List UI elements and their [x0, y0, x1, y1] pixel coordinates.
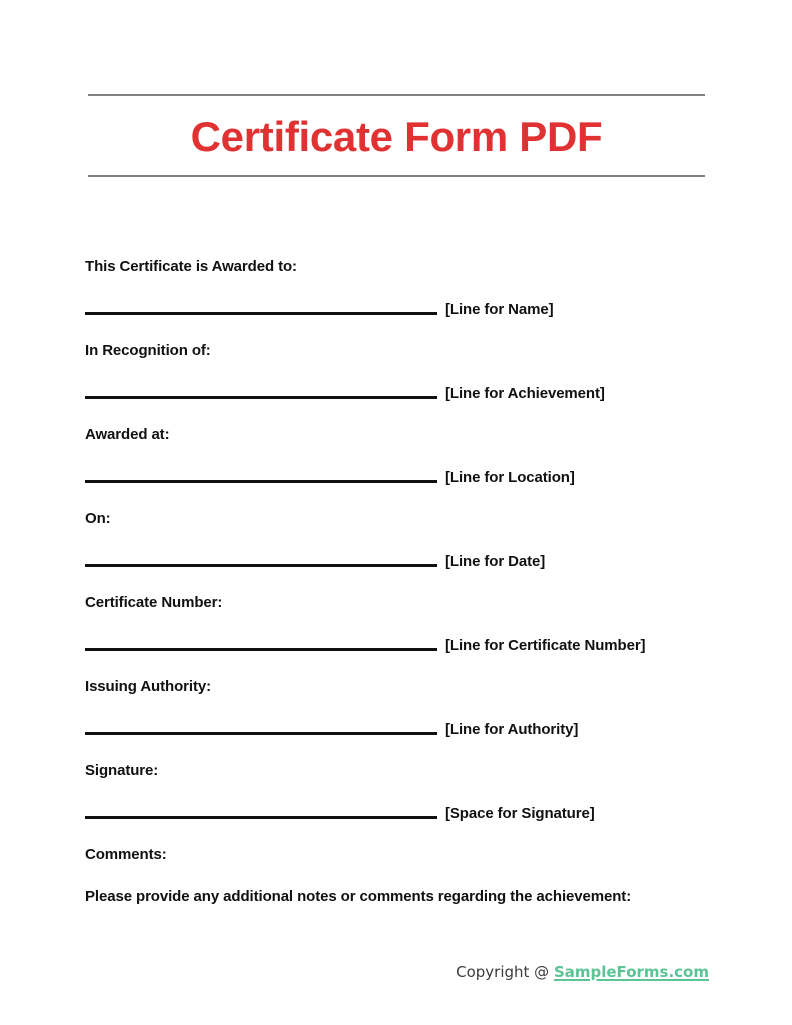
form-blank-row — [85, 540, 725, 582]
form-blank-row — [85, 624, 725, 666]
form-field-label: In Recognition of: — [85, 342, 211, 359]
footer — [456, 963, 709, 981]
form-field-label: Issuing Authority: — [85, 678, 211, 695]
blank-fill-line[interactable] — [85, 396, 437, 399]
certificate-form-body — [85, 246, 725, 918]
blank-hint-label: [Line for Date] — [445, 552, 546, 570]
form-field-label: This Certificate is Awarded to: — [85, 258, 297, 275]
comments-instruction: Please provide any additional notes or comments regarding the achievement: — [85, 888, 632, 905]
blank-fill-line[interactable] — [85, 564, 437, 567]
form-blank-row — [85, 372, 725, 414]
blank-hint-label: [Space for Signature] — [445, 804, 595, 822]
blank-fill-line[interactable] — [85, 732, 437, 735]
sampleforms-link[interactable]: SampleForms.com — [553, 963, 709, 981]
form-blank-row — [85, 792, 725, 834]
blank-hint-label: [Line for Name] — [445, 300, 554, 318]
form-blank-row — [85, 456, 725, 498]
blank-fill-line[interactable] — [85, 480, 437, 483]
title-block — [88, 94, 705, 177]
form-field-label: Comments: — [85, 846, 167, 863]
form-blank-row — [85, 288, 725, 330]
blank-hint-label: [Line for Authority] — [445, 720, 579, 738]
form-field-label: Awarded at: — [85, 426, 170, 443]
blank-hint-label: [Line for Certificate Number] — [445, 636, 646, 654]
blank-fill-line[interactable] — [85, 816, 437, 819]
form-field-label: Certificate Number: — [85, 594, 223, 611]
blank-hint-label: [Line for Achievement] — [445, 384, 605, 402]
page-title: Certificate Form PDF — [190, 113, 603, 160]
blank-hint-label: [Line for Location] — [445, 468, 575, 486]
form-field-label: Signature: — [85, 762, 159, 779]
title-rule-bottom — [88, 175, 705, 177]
form-field-label: On: — [85, 510, 111, 527]
form-blank-row — [85, 708, 725, 750]
blank-fill-line[interactable] — [85, 312, 437, 315]
copyright-label: Copyright @ — [456, 963, 554, 981]
blank-fill-line[interactable] — [85, 648, 437, 651]
